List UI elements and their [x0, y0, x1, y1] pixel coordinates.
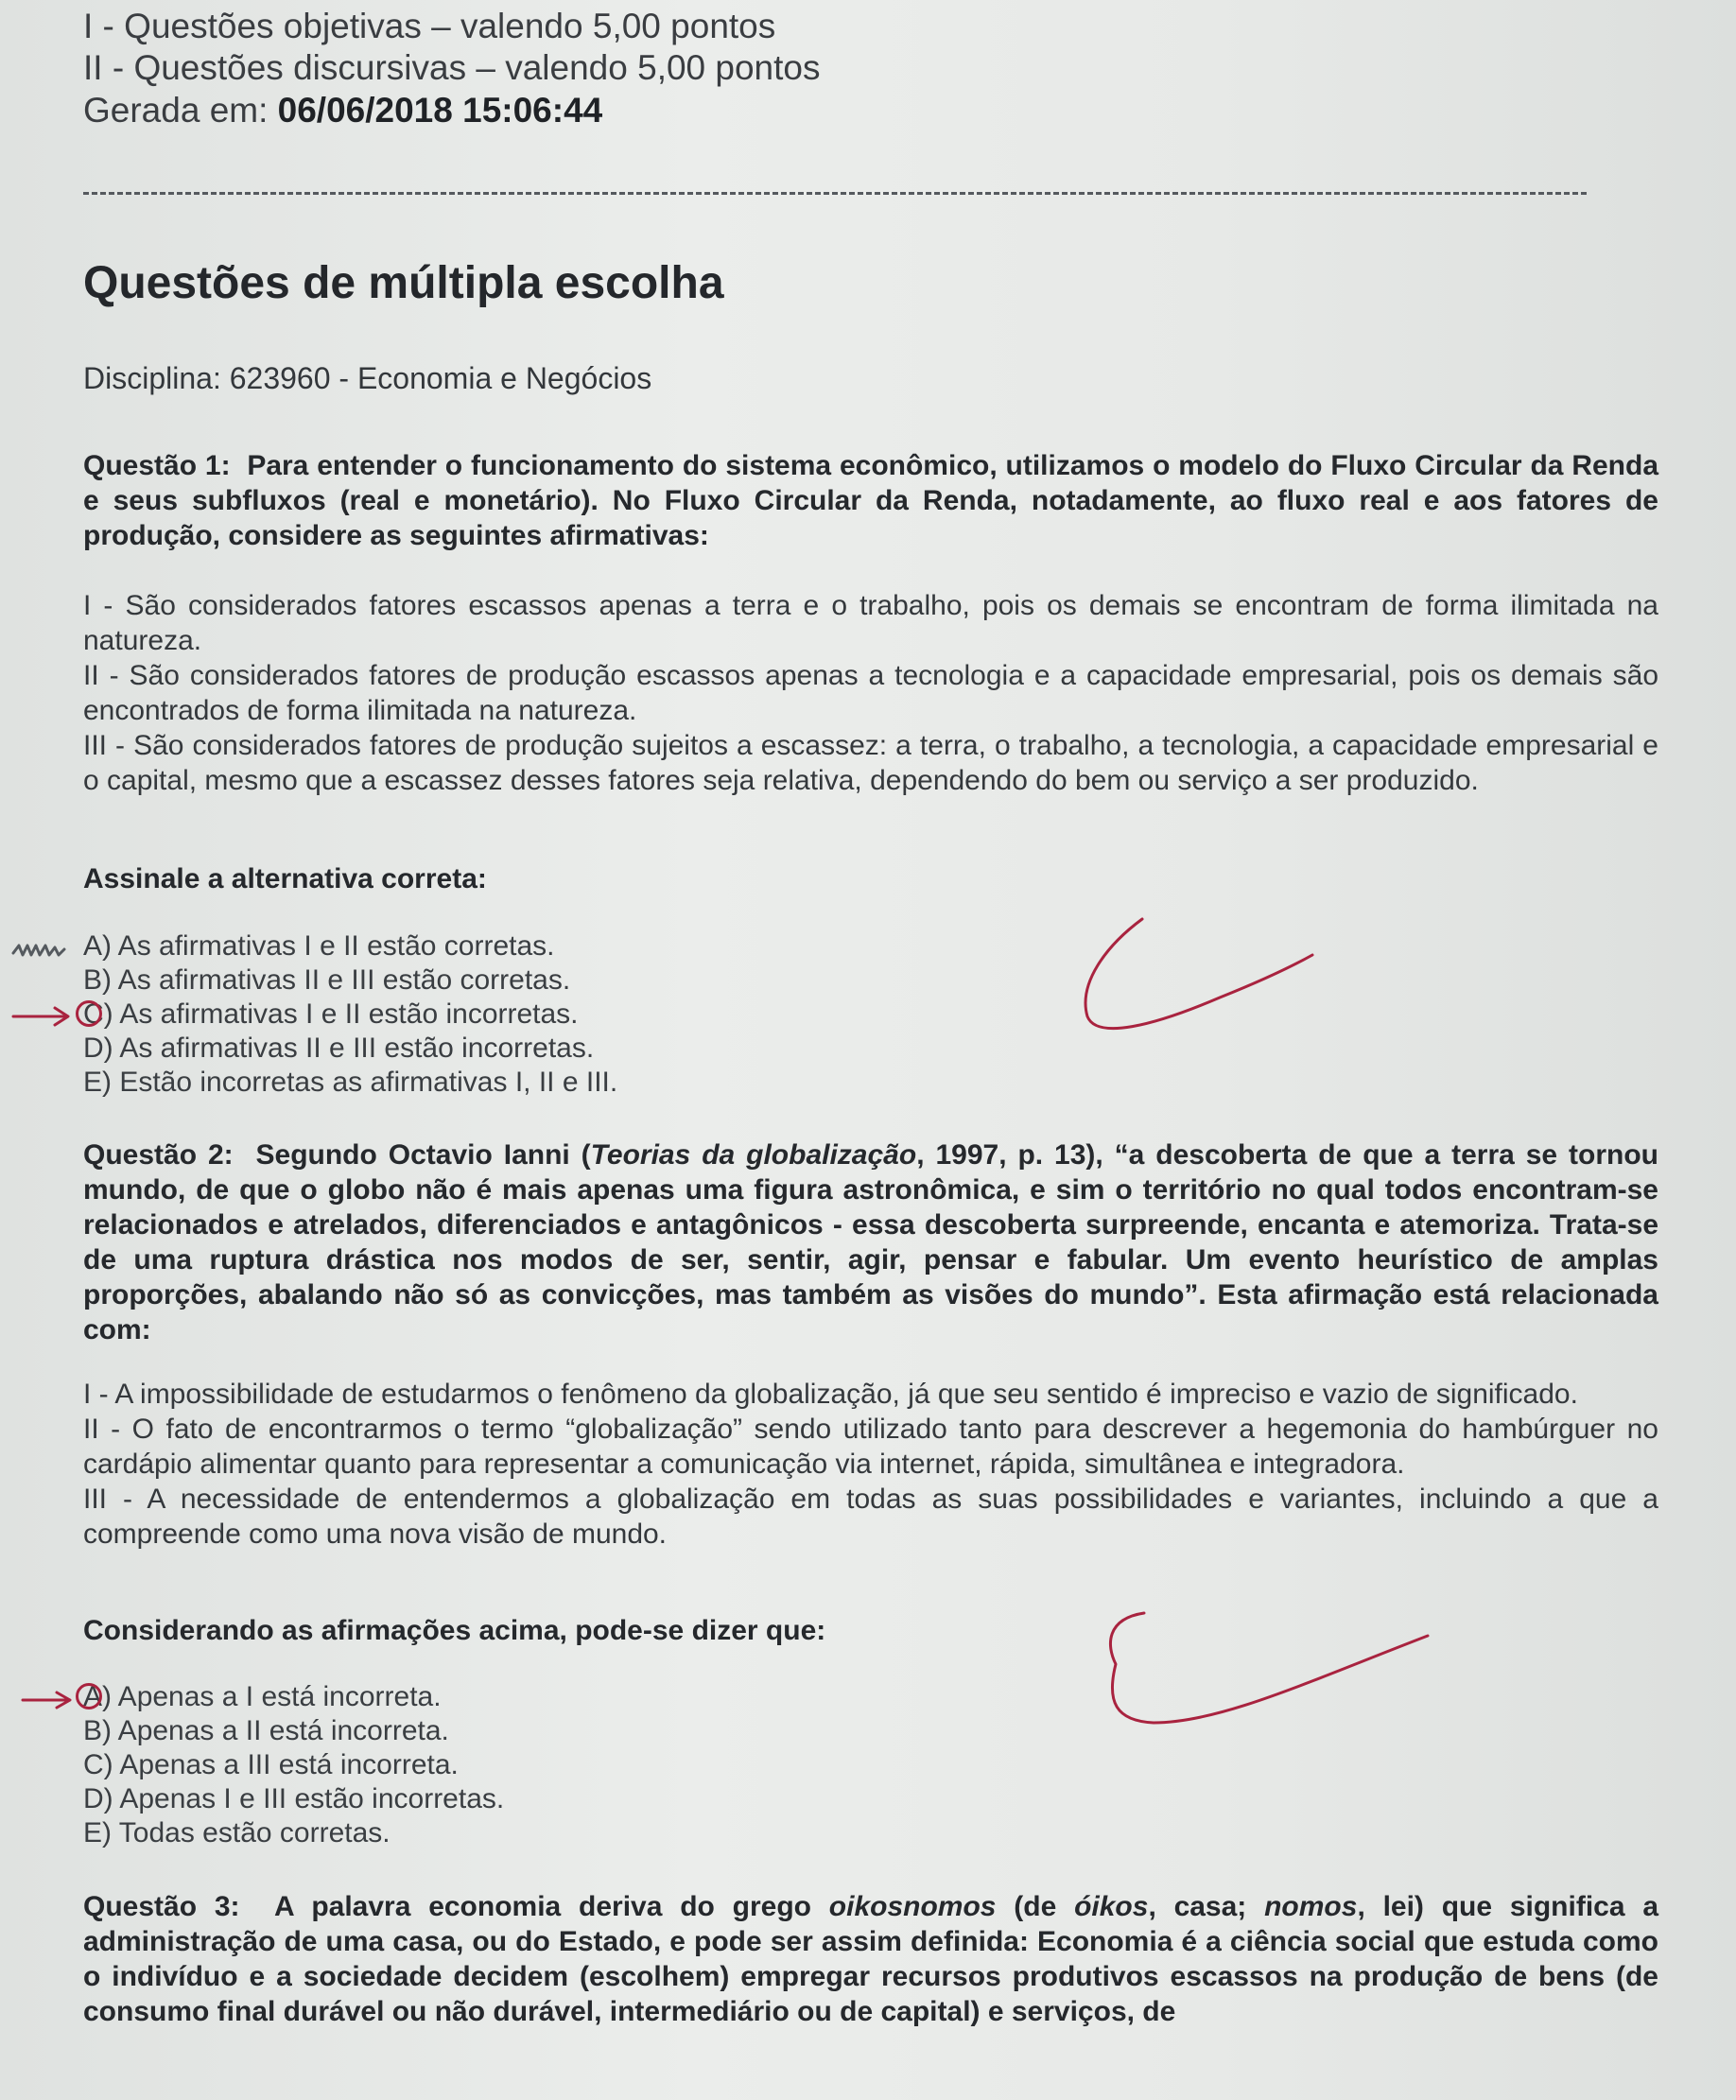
arrow-mark-q1-c: [13, 1008, 68, 1025]
question-2-body-start: Segundo Octavio Ianni (: [255, 1139, 591, 1171]
q3-text-4: , lei) que significa a administração de uma casa, ou do Estado, e pode ser assim definida: Economia é a ciência social que estuda como o indivíduo e a sociedade decidem (escolhem) empregar recursos produtivos escassos na produção de bens (de consumo final durável ou não durável, intermediário ou de capital) e serviços, de: [83, 1891, 1659, 2027]
q3-italic-3: nomos: [1264, 1891, 1358, 1922]
q1-option-e[interactable]: E) Estão incorretas as afirmativas I, II e III.: [83, 1067, 618, 1098]
q1-statement-3: III - São considerados fatores de produção sujeitos a escassez: a terra, o trabalho, a tecnologia, a capacidade empresarial e o capital, mesmo que a escassez desses fatores seja relativa, dependendo do bem ou serviço a ser produzido.: [83, 730, 1658, 796]
generated-label: Gerada em:: [83, 91, 269, 130]
q2-statement-3: III - A necessidade de entendermos a globalização em todas as suas possibilidades e variantes, incluindo a que a compreende como uma nova visão de mundo.: [83, 1484, 1658, 1550]
q2-option-a-label: A) Apenas a I está incorreta.: [83, 1681, 442, 1712]
question-2-body-end: , 1997, p. 13), “a descoberta de que a terra se tornou mundo, de que o globo não é mais apenas uma figura astronômica, e sim o território no qual todos encontram-se relacionados e atrelados, diferenciados e antagônicos - essa descoberta surpreende, encanta e atemoriza. Trata-se de uma ruptura drástica nos modos de ser, sentir, agir, pensar e fabular. Um evento heurístico de amplas proporções, abalando não só as convicções, mas também as visões do mundo”. Esta afirmação está relacionada com:: [83, 1139, 1659, 1345]
header-objective-line: I - Questões objetivas – valendo 5,00 pontos: [83, 7, 776, 45]
q1-option-d[interactable]: D) As afirmativas II e III estão incorretas.: [83, 1033, 595, 1064]
q1-option-a[interactable]: A) As afirmativas I e II estão corretas.: [83, 930, 555, 962]
q2-statement-1: I - A impossibilidade de estudarmos o fenômeno da globalização, já que seu sentido é impreciso e vazio de significado.: [83, 1379, 1578, 1410]
q2-option-b[interactable]: B) Apenas a II está incorreta.: [83, 1715, 449, 1746]
q2-statement-2: II - O fato de encontrarmos o termo “globalização” sendo utilizado tanto para descrever a hegemonia do hambúrguer no cardápio alimentar quanto para representar a comunicação via internet, rápida, simultânea e integradora.: [83, 1414, 1658, 1480]
question-2-label: Questão 2:: [83, 1139, 234, 1171]
arrow-mark-q2-a: [23, 1692, 70, 1708]
check-mark-q1: [1085, 919, 1312, 1029]
question-1-body: Para entender o funcionamento do sistema econômico, utilizamos o modelo do Fluxo Circular da Renda e seus subfluxos (real e monetário). No Fluxo Circular da Renda, notadamente, ao fluxo real e aos fatores de produção, considere as seguintes afirmativas:: [83, 450, 1658, 551]
q2-option-e[interactable]: E) Todas estão corretas.: [83, 1817, 391, 1848]
check-mark-q2: [1110, 1613, 1428, 1723]
header-discursive-line: II - Questões discursivas – valendo 5,00 pontos: [83, 48, 821, 87]
question-1-prompt: Assinale a alternativa correta:: [83, 863, 487, 894]
question-2-book-title: Teorias da globalização: [590, 1139, 917, 1171]
q1-option-b[interactable]: B) As afirmativas II e III estão corretas.: [83, 964, 571, 996]
scribble-mark-q1-a: [13, 946, 64, 955]
q3-text-2: (de: [996, 1891, 1075, 1922]
section-title: Questões de múltipla escolha: [83, 258, 724, 308]
q3-text-3: , casa;: [1148, 1891, 1265, 1922]
generated-value: 06/06/2018 15:06:44: [277, 91, 603, 130]
question-1-label: Questão 1:: [83, 450, 231, 481]
q3-italic-2: óikos: [1074, 1891, 1149, 1922]
q2-option-c[interactable]: C) Apenas a III está incorreta.: [83, 1749, 459, 1780]
discipline-line: Disciplina: 623960 - Economia e Negócios: [83, 361, 652, 395]
q3-italic-1: oikosnomos: [828, 1891, 997, 1922]
q3-text-1: A palavra economia deriva do grego: [273, 1891, 829, 1922]
q1-statement-1: I - São considerados fatores escassos apenas a terra e o trabalho, pois os demais se encontram de forma ilimitada na natureza.: [83, 590, 1658, 656]
q2-option-d[interactable]: D) Apenas I e III estão incorretas.: [83, 1783, 505, 1814]
question-2-prompt: Considerando as afirmações acima, pode-se dizer que:: [83, 1615, 826, 1646]
q1-statement-2: II - São considerados fatores de produção escassos apenas a tecnologia e a capacidade empresarial, pois os demais são encontrados de forma ilimitada na natureza.: [83, 660, 1658, 726]
question-3-label: Questão 3:: [83, 1891, 240, 1922]
q1-option-c-label: C) As afirmativas I e II estão incorretas.: [83, 998, 579, 1030]
